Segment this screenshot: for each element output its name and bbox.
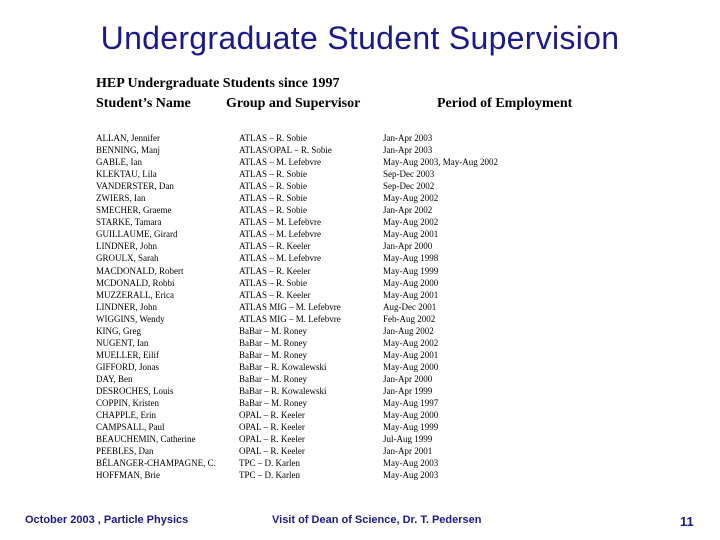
employment-period: Jan-Aug 2002 xyxy=(383,325,434,336)
student-row xyxy=(96,433,536,445)
student-row xyxy=(96,228,536,240)
employment-period: Jan-Apr 2000 xyxy=(383,241,433,252)
student-row xyxy=(96,301,536,313)
employment-period: Jan-Apr 2002 xyxy=(383,205,433,216)
student-name: BENNING, Manj xyxy=(96,145,160,156)
group-supervisor: ATLAS/OPAL – R. Sobie xyxy=(239,145,332,156)
employment-period: May-Aug 2002 xyxy=(383,193,439,204)
student-row xyxy=(96,385,536,397)
group-supervisor: ATLAS – R. Sobie xyxy=(239,193,308,204)
employment-period: May-Aug 2001 xyxy=(383,349,439,360)
group-supervisor: OPAL – R. Keeler xyxy=(239,422,305,433)
group-supervisor: ATLAS – M. Lefebvre xyxy=(239,217,321,228)
student-name: MUZZERALL, Erica xyxy=(96,289,174,300)
student-name: ALLAN, Jennifer xyxy=(96,133,160,143)
student-row xyxy=(96,156,536,168)
student-name: KING, Greg xyxy=(96,325,141,336)
student-row xyxy=(96,204,536,216)
student-name: MACDONALD, Robert xyxy=(96,265,184,276)
student-row xyxy=(96,421,536,433)
group-supervisor: TPC – D. Karlen xyxy=(239,470,300,481)
student-row xyxy=(96,168,536,180)
group-supervisor: OPAL – R. Keeler xyxy=(239,446,305,457)
employment-period: May-Aug 2003 xyxy=(383,458,439,469)
student-row xyxy=(96,216,536,228)
student-name: GROULX, Sarah xyxy=(96,253,159,264)
group-supervisor: ATLAS – M. Lefebvre xyxy=(239,157,321,168)
group-supervisor: OPAL – R. Keeler xyxy=(239,434,305,445)
subtitle: HEP Undergraduate Students since 1997 xyxy=(96,76,340,91)
student-row xyxy=(96,132,536,144)
employment-period: May-Aug 1997 xyxy=(383,398,439,409)
student-row xyxy=(96,180,536,192)
employment-period: May-Aug 2001 xyxy=(383,229,439,240)
student-row xyxy=(96,361,536,373)
group-supervisor: ATLAS – R. Sobie xyxy=(239,133,308,143)
group-supervisor: ATLAS – R. Sobie xyxy=(239,277,308,288)
student-name: HOFFMAN, Brie xyxy=(96,470,161,481)
group-supervisor: BaBar – M. Roney xyxy=(239,349,307,360)
employment-period: May-Aug 2000 xyxy=(383,361,439,372)
student-row xyxy=(96,277,536,289)
student-name: WIGGINS, Wendy xyxy=(96,313,165,324)
group-supervisor: ATLAS – R. Sobie xyxy=(239,181,308,192)
student-name: DESROCHES, Louis xyxy=(96,385,174,396)
student-row xyxy=(96,252,536,264)
group-supervisor: ATLAS – R. Keeler xyxy=(239,241,311,252)
employment-period: May-Aug 2001 xyxy=(383,289,439,300)
student-row xyxy=(96,397,536,409)
student-name: BÉLANGER-CHAMPAGNE, C. xyxy=(96,458,216,469)
group-supervisor: ATLAS – R. Keeler xyxy=(239,289,311,300)
group-supervisor: ATLAS – M. Lefebvre xyxy=(239,253,321,264)
student-name: CHAPPLE, Erin xyxy=(96,410,157,421)
student-name: NUGENT, Ian xyxy=(96,337,149,348)
student-name: GUILLAUME, Girard xyxy=(96,229,178,240)
student-name: VANDERSTER, Dan xyxy=(96,181,174,192)
employment-period: May-Aug 2003, May-Aug 2002 xyxy=(383,157,498,168)
student-name: MCDONALD, Robbi xyxy=(96,277,175,288)
group-supervisor: ATLAS – M. Lefebvre xyxy=(239,229,321,240)
group-supervisor: BaBar – R. Kowalewski xyxy=(239,361,327,372)
student-row xyxy=(96,337,536,349)
group-supervisor: BaBar – M. Roney xyxy=(239,325,307,336)
student-list xyxy=(96,132,536,481)
student-row xyxy=(96,469,536,481)
employment-period: Sep-Dec 2003 xyxy=(383,169,435,180)
employment-period: May-Aug 2003 xyxy=(383,470,439,481)
student-row xyxy=(96,409,536,421)
student-row xyxy=(96,349,536,361)
employment-period: Jan-Apr 1999 xyxy=(383,385,433,396)
student-name: LINDNER, John xyxy=(96,241,157,252)
student-name: GABLE, Ian xyxy=(96,157,142,168)
group-supervisor: OPAL – R. Keeler xyxy=(239,410,305,421)
slide-title: Undergraduate Student Supervision xyxy=(100,20,620,56)
employment-period: May-Aug 2000 xyxy=(383,410,439,421)
employment-period: Jan-Apr 2003 xyxy=(383,145,433,156)
employment-period: May-Aug 1998 xyxy=(383,253,439,264)
employment-period: Jan-Apr 2000 xyxy=(383,373,433,384)
employment-period: May-Aug 2002 xyxy=(383,337,439,348)
employment-period: May-Aug 2000 xyxy=(383,277,439,288)
footer-event: Visit of Dean of Science, Dr. T. Pedersen xyxy=(272,514,482,526)
student-name: BEAUCHEMIN, Catherine xyxy=(96,434,196,445)
employment-period: May-Aug 1999 xyxy=(383,422,439,433)
student-row xyxy=(96,445,536,457)
header-period: Period of Employment xyxy=(437,96,573,111)
student-name: PEEBLES, Dan xyxy=(96,446,154,457)
student-row xyxy=(96,373,536,385)
employment-period: Feb-Aug 2002 xyxy=(383,313,436,324)
student-row xyxy=(96,144,536,156)
group-supervisor: ATLAS – R. Sobie xyxy=(239,205,308,216)
footer-date: October 2003 , Particle Physics xyxy=(25,514,189,526)
student-row xyxy=(96,192,536,204)
student-row xyxy=(96,289,536,301)
group-supervisor: BaBar – M. Roney xyxy=(239,337,307,348)
header-name: Student’s Name xyxy=(96,96,191,111)
group-supervisor: ATLAS – R. Sobie xyxy=(239,169,308,180)
student-name: ZWIERS, Ian xyxy=(96,193,146,204)
group-supervisor: BaBar – M. Roney xyxy=(239,398,307,409)
student-row xyxy=(96,325,536,337)
student-row xyxy=(96,313,536,325)
student-name: CAMPSALL, Paul xyxy=(96,422,165,433)
employment-period: Jul-Aug 1999 xyxy=(383,434,433,445)
student-row xyxy=(96,457,536,469)
student-row xyxy=(96,240,536,252)
header-group: Group and Supervisor xyxy=(226,96,361,111)
student-row xyxy=(96,265,536,277)
group-supervisor: ATLAS MIG – M. Lefebvre xyxy=(239,301,341,312)
group-supervisor: TPC – D. Karlen xyxy=(239,458,300,469)
page-number: 11 xyxy=(680,514,694,529)
student-name: STARKE, Tamara xyxy=(96,217,162,228)
student-name: LINDNER, John xyxy=(96,301,157,312)
employment-period: Sep-Dec 2002 xyxy=(383,181,435,192)
group-supervisor: ATLAS – R. Keeler xyxy=(239,265,311,276)
student-name: DAY, Ben xyxy=(96,373,133,384)
student-name: MUELLER, Eilif xyxy=(96,349,159,360)
employment-period: May-Aug 2002 xyxy=(383,217,439,228)
group-supervisor: BaBar – M. Roney xyxy=(239,373,307,384)
student-name: KLEKTAU, Lila xyxy=(96,169,157,180)
group-supervisor: BaBar – R. Kowalewski xyxy=(239,385,327,396)
employment-period: Aug-Dec 2001 xyxy=(383,301,437,312)
student-name: SMECHER, Graeme xyxy=(96,205,172,216)
employment-period: Jan-Apr 2001 xyxy=(383,446,433,457)
student-name: COPPIN, Kristen xyxy=(96,398,160,409)
student-name: GIFFORD, Jonas xyxy=(96,361,160,372)
group-supervisor: ATLAS MIG – M. Lefebvre xyxy=(239,313,341,324)
employment-period: May-Aug 1999 xyxy=(383,265,439,276)
employment-period: Jan-Apr 2003 xyxy=(383,133,433,143)
